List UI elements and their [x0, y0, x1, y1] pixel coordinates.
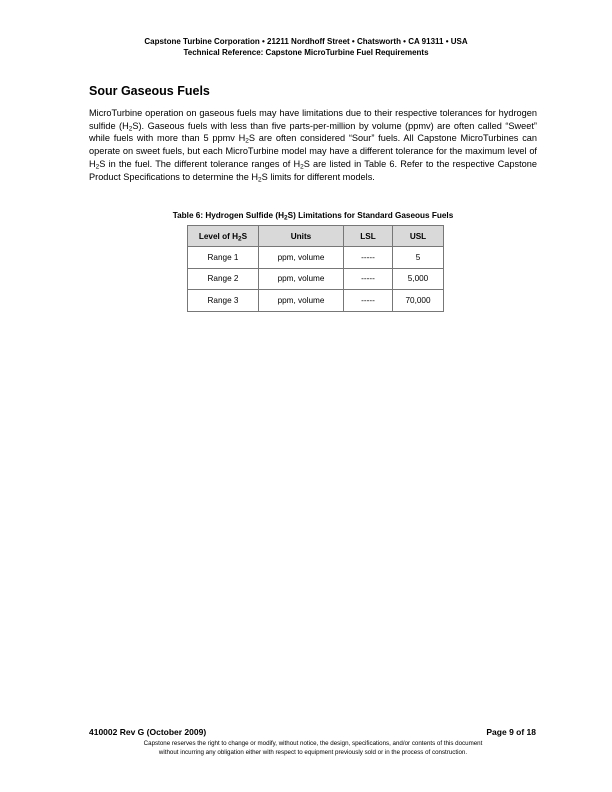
cell-level: Range 3 [188, 290, 259, 312]
footer-doc-number: 410002 Rev G (October 2009) [89, 727, 207, 737]
header-lsl: LSL [344, 226, 393, 247]
table-row [188, 290, 444, 312]
table-row [188, 268, 444, 290]
header-level: Level of $H_2S$ [188, 226, 259, 247]
header-usl: USL [393, 226, 444, 247]
cell-units: ppm, volume [259, 268, 344, 290]
header-title: Technical Reference: Capstone MicroTurbine Fuel Requirements [183, 48, 429, 57]
cell-usl: 70,000 [393, 290, 444, 312]
cell-level: Range 2 [188, 268, 259, 290]
h2s-limits-table [187, 225, 444, 312]
section-title: Sour Gaseous Fuels [89, 84, 210, 98]
header-units: Units [259, 226, 344, 247]
table-caption: Table 6: Hydrogen Sulfide $(H_2S)$ Limitations for Standard Gaseous Fuels [172, 211, 454, 222]
footer-disclaimer-line2: without incurring any obligation either with respect to equipment previously sold or in the process of construction. [158, 749, 468, 756]
cell-lsl: ----- [344, 290, 393, 312]
body-paragraph: MicroTurbine operation on gaseous fuels may have limitations due to their respective tolerances for hydrogen sulfide $(H_2S)$. Gaseous fuels with less than five parts-per-million by volume (ppmv) are often called “Sweet” while fuels with more than 5 ppmv $H_2S$ are often considered “Sour” fuels. All Capstone MicroTurbines can operate on sweet fuels, but each MicroTurbine model may have a different tolerance for the maximum level of $H_2S$ in the fuel. The different tolerance ranges of $H_2S$ are listed in Table 6. Refer to the respective Capstone Product Specifications to determine the $H_2S$ limits for different models. [89, 108, 538, 184]
cell-units: ppm, volume [259, 290, 344, 312]
footer-disclaimer-line1: Capstone reserves the right to change or modify, without notice, the design, specifications, and/or contents of this document [143, 740, 483, 747]
cell-units: ppm, volume [259, 247, 344, 269]
cell-level: Range 1 [188, 247, 259, 269]
cell-usl: 5,000 [393, 268, 444, 290]
table-row [188, 247, 444, 269]
footer-page-number: Page 9 of 18 [486, 727, 536, 737]
cell-lsl: ----- [344, 268, 393, 290]
cell-usl: 5 [393, 247, 444, 269]
header-address: Capstone Turbine Corporation • 21211 Nordhoff Street • Chatsworth • CA 91311 • USA [144, 37, 468, 46]
cell-lsl: ----- [344, 247, 393, 269]
table-header-row [188, 226, 444, 247]
